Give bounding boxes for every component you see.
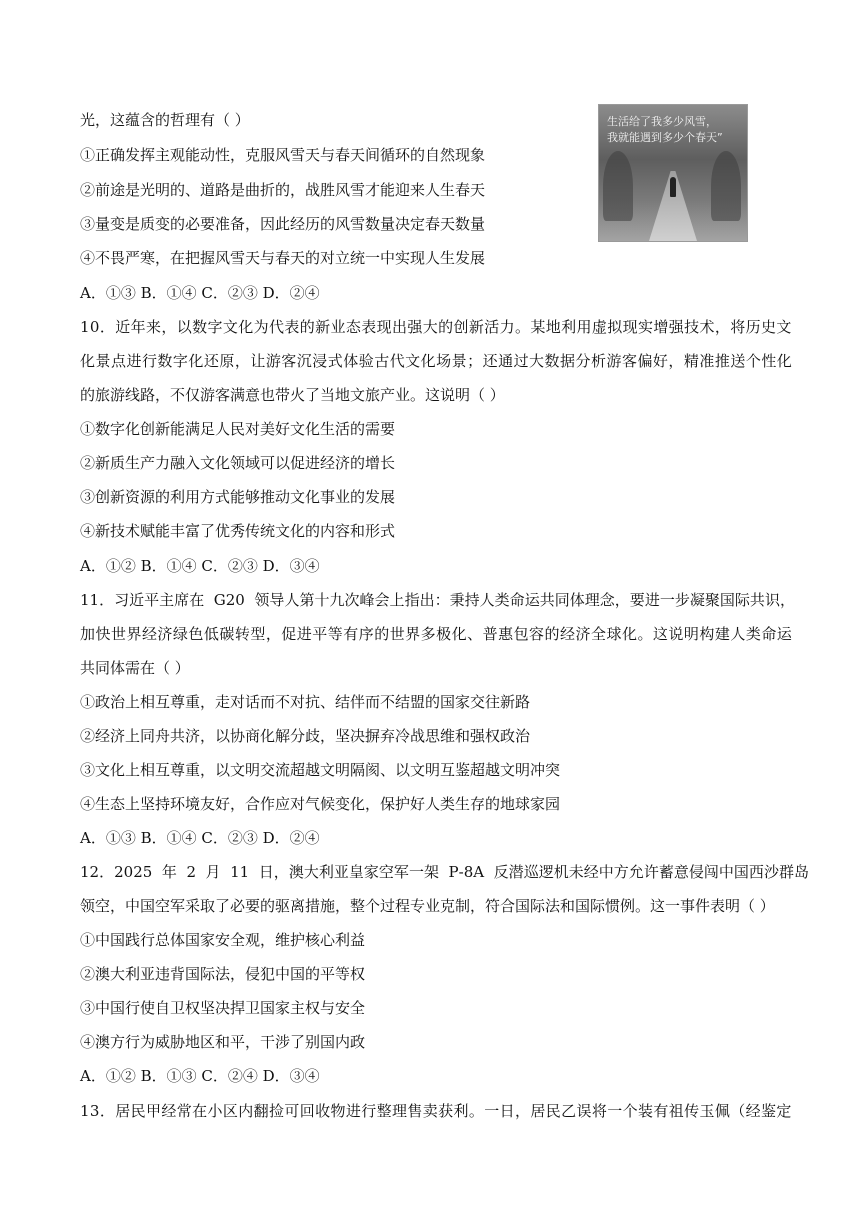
person-silhouette: [670, 177, 676, 197]
image-caption-line-1: 生活给了我多少风雪，: [607, 115, 717, 128]
q10-option-1: ①数字化创新能满足人民对美好文化生活的需要: [80, 420, 396, 438]
q11-stem-line-3: 共同体需在（ ）: [80, 659, 190, 677]
question-9-image: [598, 104, 748, 242]
q12-stem-line-2: 领空，中国空军采取了必要的驱离措施，整个过程专业克制，符合国际法和国际惯例。这一事件表明（ ）: [80, 897, 775, 915]
q11-option-1: ①政治上相互尊重，走对话而不对抗、结伴而不结盟的国家交往新路: [80, 693, 531, 711]
image-caption-line-2: 我就能遇到多少个春天”: [607, 131, 723, 144]
q13-stem-line-1: 1 3 ． 居 民 甲 经 常 在 小 区 内 翻 捡 可 回 收 物 进 行 整 理 售 卖 获 利 。 一 日 ， 居 民 乙 误 将 一 个 装 有 祖 传 玉 佩 （ 经 鉴 定: [80, 1102, 792, 1120]
q11-option-4: ④生态上坚持环境友好，合作应对气候变化，保护好人类生存的地球家园: [80, 795, 561, 813]
q12-option-3: ③中国行使自卫权坚决捍卫国家主权与安全: [80, 999, 366, 1017]
q12-option-2: ②澳大利亚违背国际法，侵犯中国的平等权: [80, 965, 366, 983]
q11-option-2: ②经济上同舟共济，以协商化解分歧，坚决摒弃冷战思维和强权政治: [80, 727, 531, 745]
q10-choices: A．①② B．①④ C．②③ D．③④: [80, 557, 320, 575]
tree-shape: [603, 151, 633, 221]
q10-option-2: ②新质生产力融入文化领域可以促进经济的增长: [80, 454, 396, 472]
q11-stem-line-2: 加 快 世 界 经 济 绿 色 低 碳 转 型 ， 促 进 平 等 有 序 的 世 界 多 极 化 、 普 惠 包 容 的 经 济 全 球 化 。 这 说 明 构 建 人 类 命 运: [80, 625, 792, 643]
q9-option-1: ①正确发挥主观能动性，克服风雪天与春天间循环的自然现象: [80, 146, 486, 164]
q9-option-3: ③量变是质变的必要准备，因此经历的风雪数量决定春天数量: [80, 215, 486, 233]
q11-choices: A．①③ B．①④ C．②③ D．②④: [80, 829, 320, 847]
q12-option-1: ①中国践行总体国家安全观，维护核心利益: [80, 931, 366, 949]
q10-stem-line-2: 化 景 点 进 行 数 字 化 还 原 ， 让 游 客 沉 浸 式 体 验 古 代 文 化 场 景 ； 还 通 过 大 数 据 分 析 游 客 偏 好 ， 精 准 推 送 个 性 化: [80, 352, 792, 370]
q11-option-3: ③文化上相互尊重，以文明交流超越文明隔阂、以文明互鉴超越文明冲突: [80, 761, 561, 779]
tree-shape: [711, 151, 741, 221]
q10-option-3: ③创新资源的利用方式能够推动文化事业的发展: [80, 488, 396, 506]
q9-choices: A．①③ B．①④ C．②③ D．②④: [80, 284, 320, 302]
q11-stem-line-1: 1 1 ． 习 近 平 主 席 在 G 2 0 领 导 人 第 十 九 次 峰 会 上 指 出 ： 秉 持 人 类 命 运 共 同 体 理 念 ， 要 进 一 步 凝 聚 国 际 共 识 ，: [80, 591, 795, 609]
q12-stem-line-1: 1 2 ． 2 0 2 5 年 2 月 1 1 日 ， 澳 大 利 亚 皇 家 空 军 一 架 P - 8 A 反 潜 巡 逻 机 未 经 中 方 允 许 蓄 意 侵 闯 中 国 西 沙 群 岛: [80, 863, 809, 881]
q12-option-4: ④澳方行为威胁地区和平，干涉了别国内政: [80, 1033, 366, 1051]
q12-choices: A．①② B．①③ C．②④ D．③④: [80, 1067, 320, 1085]
q9-option-2: ②前途是光明的、道路是曲折的，战胜风雪才能迎来人生春天: [80, 181, 486, 199]
q10-stem-line-3: 的旅游线路，不仅游客满意也带火了当地文旅产业。这说明（ ）: [80, 386, 505, 404]
q10-stem-line-1: 1 0 ． 近 年 来 ， 以 数 字 文 化 为 代 表 的 新 业 态 表 现 出 强 大 的 创 新 活 力 。 某 地 利 用 虚 拟 现 实 增 强 技 术 ， 将 历 史 文: [80, 318, 792, 336]
q9-option-4: ④不畏严寒，在把握风雪天与春天的对立统一中实现人生发展: [80, 249, 486, 267]
q9-stem-tail: 光，这蕴含的哲理有（ ）: [80, 111, 250, 129]
q10-option-4: ④新技术赋能丰富了优秀传统文化的内容和形式: [80, 522, 396, 540]
